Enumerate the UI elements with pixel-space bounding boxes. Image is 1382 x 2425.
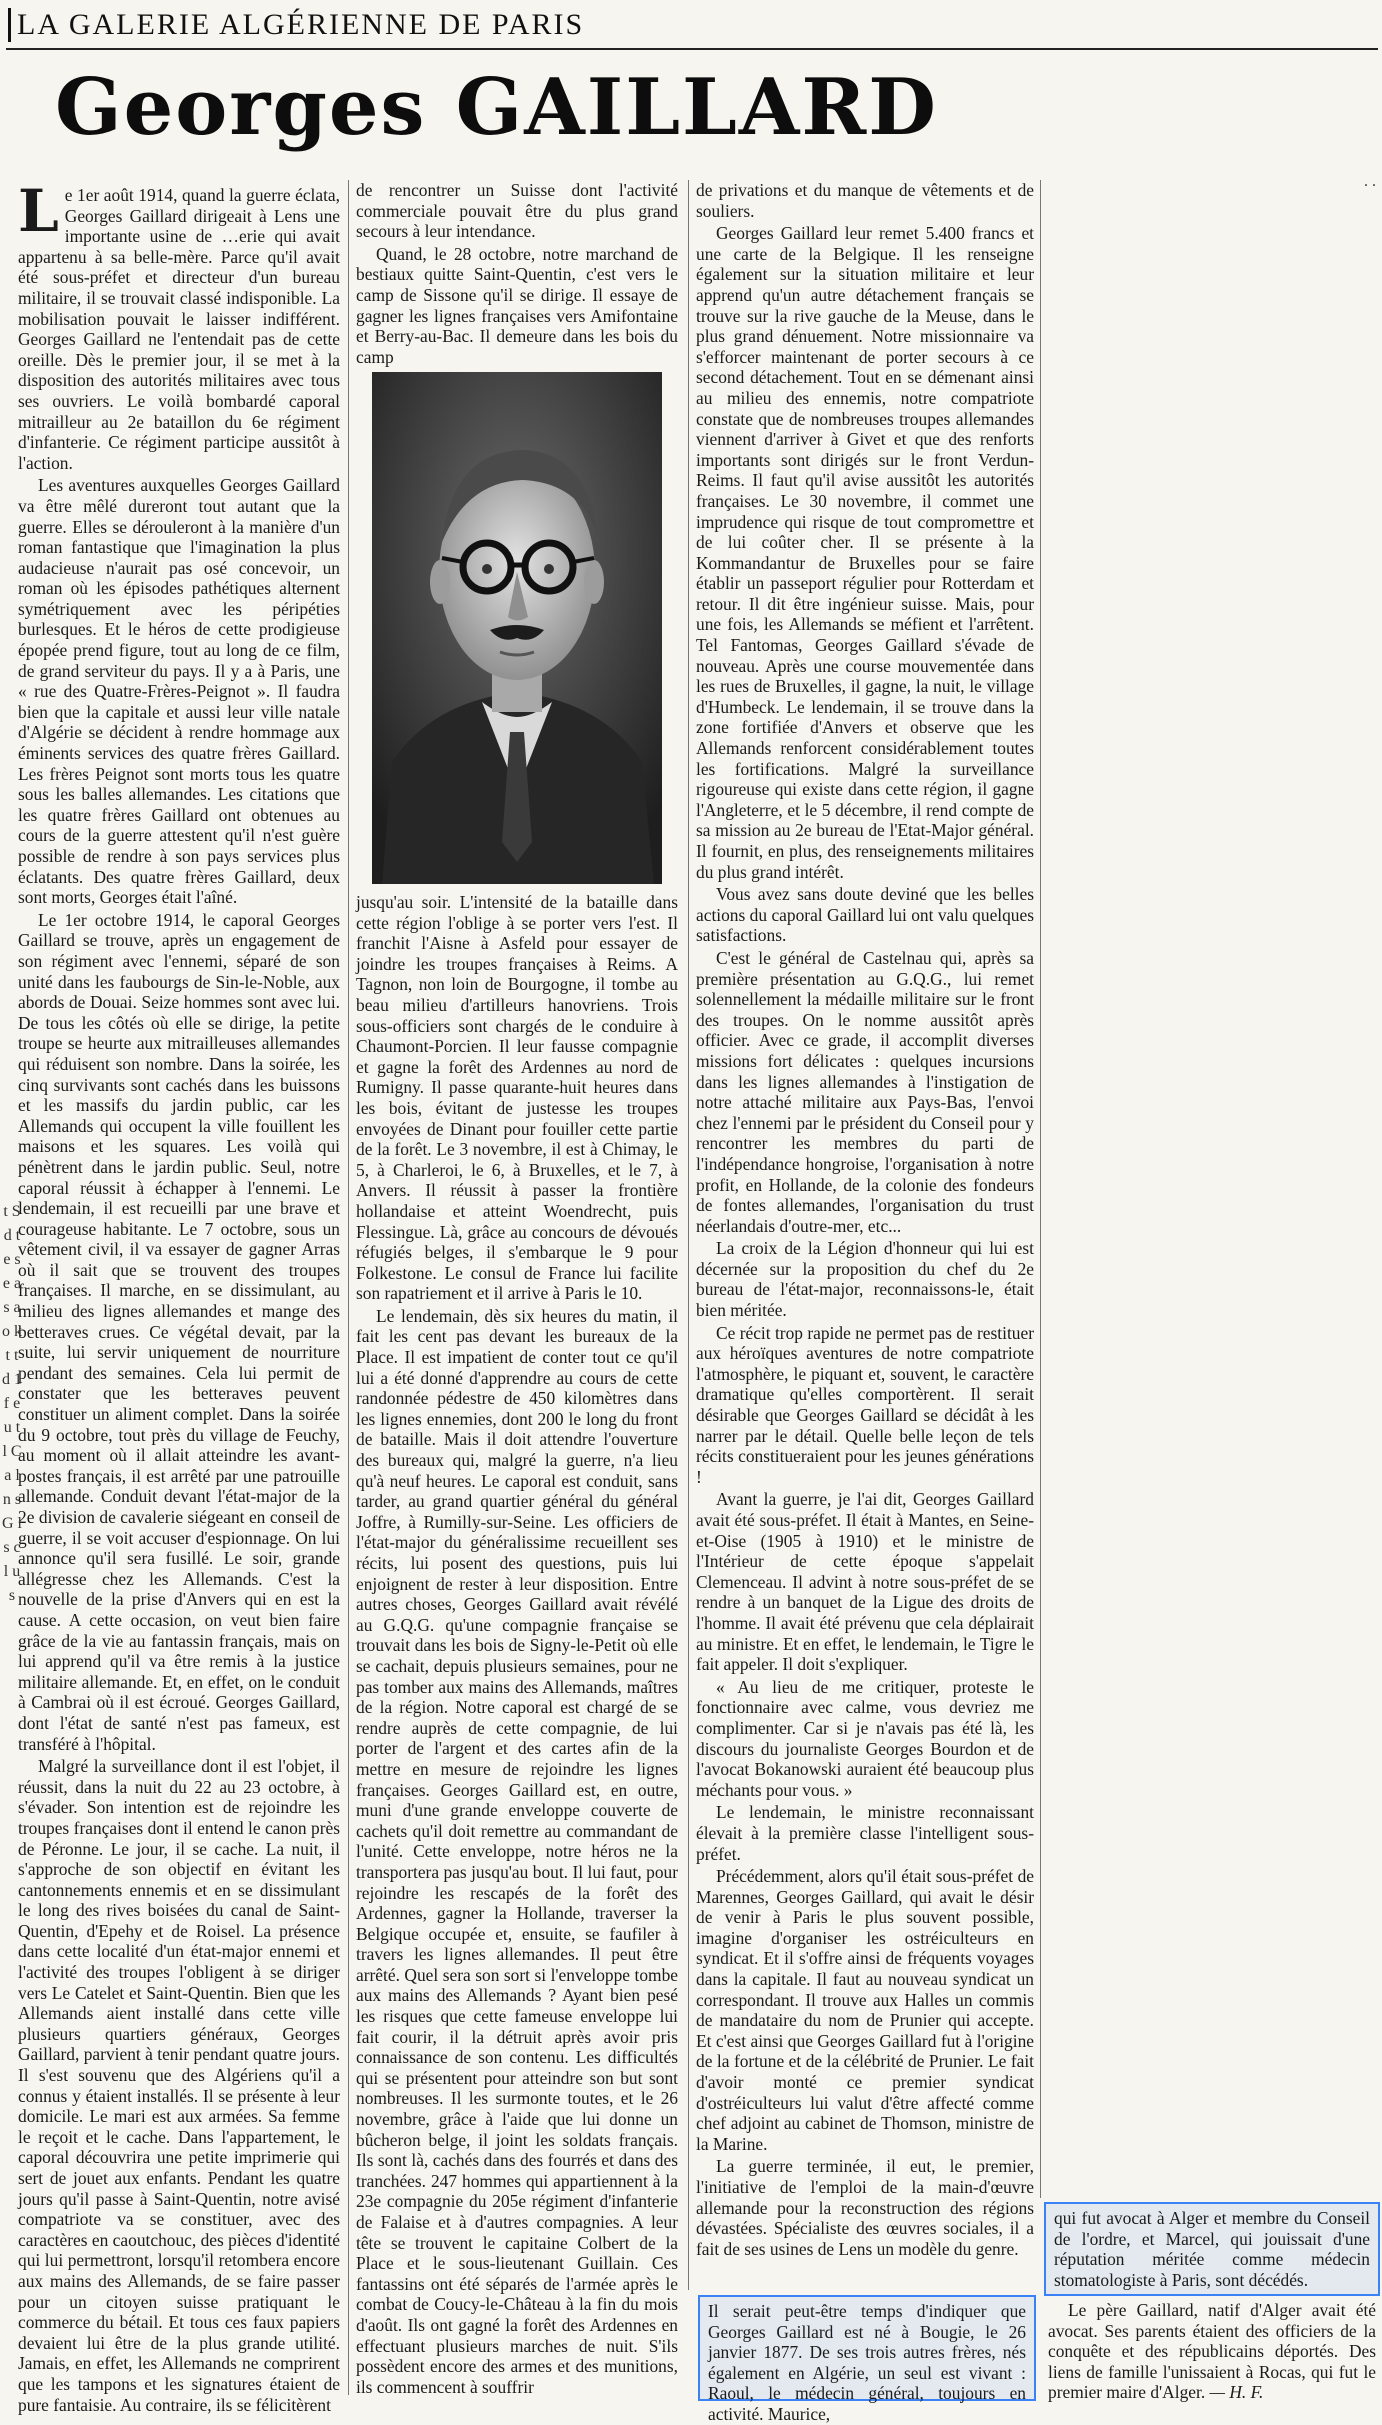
paragraph: La guerre terminée, il eut, le premier, l'initiative de l'emploi de la main-d'œuvre allemande pour la reconstruction des régions dévastées. Spécialiste des œuvres sociales, il a fait de ses usines de Lens un modèle du genre. (696, 2156, 1034, 2259)
paragraph: Le 1er août 1914, quand la guerre éclata, Georges Gaillard dirigeait à Lens une importante usine de …erie qui avait appartenu à sa belle-mère. Parce qu'il avait été sous-préfet et directeur d'un bureau militaire, il se trouvait classé indisponible. La mobilisation pouvait le laisser indifférent. Georges Gaillard ne l'entendait pas de cette oreille. Dès le premier jour, il se met à la disposition des autorités militaires avec tous ses ouvriers. Le voilà bombardé caporal mitrailleur au 2e bataillon du 6e régiment d'infanterie. Ce régiment participe aussitôt à l'action. (18, 177, 340, 473)
portrait-image (372, 372, 662, 884)
article-column-3 (696, 180, 1034, 2259)
paragraph: Précédemment, alors qu'il était sous-préfet de Marennes, Georges Gaillard, qui avait le désir de venir à Paris le plus souvent possible, imagine d'organiser les ostréiculteurs en syndicat. Et il s'offre ainsi de fréquents voyages dans la capitale. Il faut au nouveau syndicat un correspondant. Il trouve aux Halles un commis de mandataire du nom de Prunier qui accepte. Et c'est ainsi que Georges Gaillard fut à l'origine de la fortune et de la célébrité de Prunier. Le fait d'avoir monté ce premier syndicat d'ostréiculteurs lui valut d'être affecté comme chef adjoint au cabinet de Thomson, ministre de la Marine. (696, 1866, 1034, 2154)
paragraph: Malgré la surveillance dont il est l'objet, il réussit, dans la nuit du 22 au 23 octobre, à s'évader. Son intention est de rejoindre les troupes françaises dont il entend le canon près de Péronne. Le jour, il se cache. La nuit, il s'approche de son objectif en évitant les cantonnements ennemis et en se dissimulant le long des rives boisées du canal de Saint-Quentin, d'Epehy et de Roisel. La présence dans cette localité d'un état-major ennemi et l'activité des troupes l'obligent à se diriger vers Le Catelet et Saint-Quentin. Bien que les Allemands aient installé dans cette ville plusieurs quartiers généraux, Georges Gaillard, parvient à tenir pendant quatre jours. Il s'est souvenu que des Algériens qu'il a connus y étaient installés. Il se présente à leur domicile. Le mari est aux armées. Sa femme le reçoit et le cache. Dans l'appartement, le caporal découvrira une petite imprimerie qui sert de jouet aux enfants. Pendant les quatre jours qu'il passe à Saint-Quentin, notre avisé compatriote va se constituer, avec des caractères en caoutchouc, des pièces d'identité qui lui permettront, lorsqu'il retombera encore aux mains des Allemands, de se faire passer pour un citoyen suisse pratiquant le commerce du bétail. Et tous ces faux papiers devaient lui être de la plus grande utilité. Jamais, en effet, les Allemands ne comprirent que les tampons et les signatures étaient de pure fantaisie. Au contraire, ils se félicitèrent (18, 1756, 340, 2415)
highlight-box-birth: Il serait peut-être temps d'indiquer que Georges Gaillard est né à Bougie, le 26 janvier 1877. De ses trois autres frères, nés également en Algérie, un seul est vivant : Raoul, le médecin général, toujours en activité. Maurice, (698, 2295, 1036, 2401)
rubric-rule (6, 48, 1378, 50)
article-column-2-bottom (356, 892, 678, 2397)
right-margin-fragments: . . (1364, 173, 1376, 190)
paragraph: La croix de la Légion d'honneur qui lui est décernée sur la proposition du chef du 2e bureau de l'état-major, reconnaissons-le, était bien méritée. (696, 1238, 1034, 1321)
paragraph: Vous avez sans doute deviné que les belles actions du caporal Gaillard lui ont valu quelques satisfactions. (696, 884, 1034, 946)
paragraph: de rencontrer un Suisse dont l'activité commerciale pouvait être du plus grand secours à leur intendance. (356, 180, 678, 242)
paragraph: Le lendemain, dès six heures du matin, il fait les cent pas devant les bureaux de la Place. Il est impatient de conter tout ce qu'il lui a été donné d'apprendre au cours de cette randonnée pédestre de 450 kilomètres dans les lignes ennemies, dont 200 le long du front de bataille. Mais il doit attendre l'ouverture des bureaux qui, malgré la guerre, n'a lieu qu'à neuf heures. Le caporal est conduit, sans tarder, au grand quartier général du général Joffre, à Rumilly-sur-Seine. Les officiers de l'état-major du généralissime recueillent ses récits, lui posent des questions, puis lui enjoignent de rester à leur disposition. Entre autres choses, Georges Gaillard avait révélé au G.Q.G. qu'une compagnie française se trouvait dans les bois de Signy-le-Petit où elle se cachait, depuis plusieurs semaines, pour ne pas tomber aux mains des Allemands, maîtres de la région. Notre caporal est chargé de se rendre auprès de cette compagnie, de lui porter de l'argent et des cartes afin de la mettre en mesure de rejoindre les lignes françaises. Georges Gaillard est, en outre, muni d'une grande enveloppe couverte de cachets qu'il doit remettre au commandant de l'unité. Cette enveloppe, notre héros ne la transportera pas jusqu'au bout. Il lui faut, pour rejoindre les rescapés de la forêt des Ardennes, gagner la Hollande, traverser la Belgique occupée et, ensuite, se faufiler à travers les lignes allemandes. Il peut être arrêté. Quel sera son sort si l'enveloppe tombe aux mains des Allemands ? Ayant bien pesé les risques que cette fameuse enveloppe lui fait courir, il la détruit après avoir pris connaissance de son contenu. Les difficultés qui se présentent pour atteindre son but sont nombreuses. Il les surmonte toutes, et le 26 novembre, grâce à l'aide que lui donne un bûcheron belge, il joint les soldats français. Ils sont là, cachés dans des fourrés et dans des tranchées. 247 hommes qui appartiennent à la 23e compagnie du 205e régiment d'infanterie de Falaise et à d'autres compagnies. A leur tête se trouvent le capitaine Colbert de la Place et le sous-lieutenant Guillain. Ces fantassins ont été séparés de l'armée après le combat de Coucy-le-Château à la fin du mois d'août. Ils ont gagné la forêt des Ardennes en effectuant plusieurs marches de nuit. S'ils possèdent encore des armes et des munitions, ils commencent à souffrir (356, 1305, 678, 2397)
article-headline: Georges GAILLARD (55, 62, 938, 153)
paragraph: Les aventures auxquelles Georges Gaillard va être mêlé dureront tout autant que la guerre. Elles se dérouleront à la manière d'un roman fantastique que l'imagination la plus audacieuse n'aurait pas osé concevoir, un roman où les épisodes pathétiques alternent symétriquement avec les péripéties burlesques. Et le héros de cette prodigieuse épopée prend figure, tout au long de ce film, de grand serviteur du pays. Il y a à Paris, une « rue des Quatre-Frères-Peignot ». Il faudra bien que la capitale et aussi leur ville natale d'Algérie se décident à rendre hommage aux éminents services des quatre frères Gaillard. Les frères Peignot sont morts tous les quatre sous les balles allemandes. Les citations que les quatre frères Gaillard ont obtenues au cours de la guerre attestent qu'il n'est guère possible de rendre à son pays services plus éclatants. Des quatre frères Gaillard, deux sont morts, Georges était l'aîné. (18, 475, 340, 908)
paragraph: jusqu'au soir. L'intensité de la bataille dans cette région l'oblige à se porter vers l'est. Il franchit l'Aisne à Asfeld pour essayer de joindre les troupes françaises à Reims. A Tagnon, non loin de Bourgogne, il tombe au beau milieu d'artilleurs hanovriens. Trois sous-officiers sont chargés de le conduire à Chaumont-Porcien. Il leur fausse compagnie et gagne la forêt des Ardennes au nord de Rumigny. Il passe quarante-huit heures dans les bois, évitant de justesse les troupes envoyées de Dinant pour fouiller cette partie de la forêt. Le 3 novembre, il est à Chimay, le 5, à Charleroi, le 6, à Bruxelles, et le 7, à Anvers. Il réussit à passer la frontière hollandaise et atteint Woendrecht, puis Flessingue. Là, grâce au concours de dévoués réfugiés belges, il s'embarque le 9 pour Folkestone. Le consul de France lui facilite son rapatriement et il arrive à Paris le 10. (356, 892, 678, 1304)
portrait-photo (372, 372, 662, 884)
article-column-1 (18, 177, 340, 2415)
column-rule-1 (348, 180, 349, 2395)
column-rule-3 (1040, 180, 1041, 2198)
column-rule-2 (688, 180, 689, 2290)
paragraph: Ce récit trop rapide ne permet pas de restituer aux héroïques aventures de notre compatriote l'atmosphère, le piquant et, souvent, le caractère dramatique qu'elles comportèrent. Il serait désirable que Georges Gaillard se décidât à les narrer par le détail. Quelle belle leçon de tels récits constitueraient pour les jeunes générations ! (696, 1322, 1034, 1487)
paragraph: « Au lieu de me critiquer, proteste le fonctionnaire avec calme, vous devriez me complimenter. Car si je n'avais pas été là, les discours du journaliste Georges Bourdon et de l'avocat Bokanowski auraient été beaucoup plus méchants pour vous. » (696, 1676, 1034, 1800)
left-margin-fragments: t S d t e s e a s a o k t t d 1 f e u t l C a l n s G l s c l u s (2, 1203, 22, 1604)
paragraph: Quand, le 28 octobre, notre marchand de bestiaux quitte Saint-Quentin, c'est vers le camp de Sissone qu'il se dirige. Il essaye de gagner les lignes françaises vers Amifontaine et Berry-au-Bac. Il demeure dans les bois du camp (356, 243, 678, 367)
paragraph: de privations et du manque de vêtements et de souliers. (696, 180, 1034, 221)
highlight-box-brothers: qui fut avocat à Alger et membre du Conseil de l'ordre, et Marcel, qui jouissait d'une réputation méritée comme médecin stomatologiste à Paris, sont décédés. (1044, 2202, 1380, 2296)
signature: — H. F. (1209, 2382, 1264, 2403)
paragraph: Georges Gaillard leur remet 5.400 francs et une carte de la Belgique. Il les renseigne également sur la situation militaire et leur apprend qu'un autre détachement français se trouve sur la rive gauche de la Meuse, dans le plus grand dénuement. Notre missionnaire va s'efforcer maintenant de porter secours à ce second détachement. Tout en se démenant ainsi au milieu des ennemis, notre compatriote constate que de nombreuses troupes allemandes viennent d'arriver à Givet et que des renforts importants sont dirigés sur le front Verdun-Reims. Il faut qu'il avise aussitôt les autorités françaises. Le 30 novembre, il commet une imprudence qui risque de tout compromettre et de lui coûter cher. Il se présente à la Kommandantur de Bruxelles pour se faire établir un passeport régulier pour Rotterdam et retour. Il dit être ingénieur suisse. Mais, pour une fois, les Allemands se méfient et l'arrêtent. Tel Fantomas, Georges Gaillard s'évade de nouveau. Après une course mouvementée dans les rues de Bruxelles, il gagne, la nuit, le village d'Humbeck. Le lendemain, il se trouve dans la zone fortifiée d'Anvers et observe que les Allemands renforcent considérablement toutes les fortifications. Malgré la surveillance rigoureuse qui existe dans cette région, il gagne l'Angleterre, et le 5 décembre, il rend compte de sa mission au 2e bureau de l'Etat-Major général. Il fournit, en plus, des renseignements militaires du plus grand intérêt. (696, 223, 1034, 882)
article-column-4 (1048, 2300, 1376, 2403)
paragraph: Le 1er octobre 1914, le caporal Georges Gaillard se trouve, après un engagement de son régiment avec l'ennemi, séparé de son unité dans les faubourgs de Sin-le-Noble, aux abords de Douai. Seize hommes sont avec lui. De tous les côtés où elle se dirige, la petite troupe se heurte aux mitrailleuses allemandes qui réduisent son nombre. Dans la soirée, les cinq survivants sont cachés dans les buissons et les massifs du jardin public, car les Allemands qui occupent la ville fouillent les maisons et les squares. Les voilà qui pénètrent dans le jardin public. Seul, notre caporal réussit à échapper à l'ennemi. Le lendemain, il est recueilli par une brave et courageuse habitante. Le 7 octobre, sous un vêtement civil, il va essayer de gagner Arras où il sait que se trouvent des troupes françaises. Il marche, en se dissimulant, au milieu des lignes allemandes et mange des betteraves crues. Ce végétal devait, par la suite, lui servir uniquement de nourriture pendant des semaines. Cela lui permit de constater que les betteraves peuvent constituer un aliment complet. Dans la soirée du 9 octobre, tout près du village de Feuchy, au moment où il allait atteindre les avant-postes français, il est arrêté par une patrouille allemande. Conduit devant l'état-major de la 2e division de cavalerie siégeant en conseil de guerre, il se voit accuser d'espionnage. On lui annonce qu'il sera fusillé. Le soir, grande allégresse chez les Allemands. C'est la nouvelle de la prise d'Anvers qui en est la cause. A cette occasion, on veut bien faire grâce de la vie au fantassin français, mais on lui apprend qu'il va être remis à la justice militaire allemande. Et, en effet, on le conduit à Cambrai où il est écroué. Georges Gaillard, dont l'état de santé n'est pas fameux, est transféré à l'hôpital. (18, 909, 340, 1754)
article-column-2-top (356, 180, 678, 365)
paragraph: C'est le général de Castelnau qui, après sa première présentation au G.Q.G., lui remet solennellement la médaille militaire sur le front des troupes. On le nomme aussitôt après officier. Avec ce grade, il accomplit diverses missions fort délicates : quelques incursions dans les lignes allemandes à l'instigation de notre attaché militaire aux Pays-Bas, l'envoi chez l'ennemi par le président du Conseil pour y rencontrer les membres du parti de l'indépendance hongroise, l'organisation à notre profit, en Hollande, de la colonie des fondeurs de fontes allemandes, l'organisation du trust néerlandais d'outre-mer, etc... (696, 947, 1034, 1236)
paragraph: Le lendemain, le ministre reconnaissant élevait à la première classe l'intelligent sous-préfet. (696, 1802, 1034, 1864)
paragraph: Avant la guerre, je l'ai dit, Georges Gaillard avait été sous-préfet. Il était à Mantes, en Seine-et-Oise (1905 à 1910) et le ministre de l'Intérieur de cette époque s'appelait Clemenceau. Il advint à notre sous-préfet de se rendre à un banquet de la Ligue des droits de l'homme. Il avait été prévenu que cela déplairait au ministre. Et en effet, le lendemain, le Tigre le fait appeler. Il doit s'expliquer. (696, 1489, 1034, 1675)
paragraph: Le père Gaillard, natif d'Alger avait été avocat. Ses parents étaient des officiers de la conquête et des républicains déportés. Des liens de famille l'unissaient à Rocas, qui fut le premier maire d'Alger. — H. F. (1048, 2300, 1376, 2403)
dropcap: L (18, 177, 59, 245)
section-rubric: LA GALERIE ALGÉRIENNE DE PARIS (8, 8, 584, 42)
